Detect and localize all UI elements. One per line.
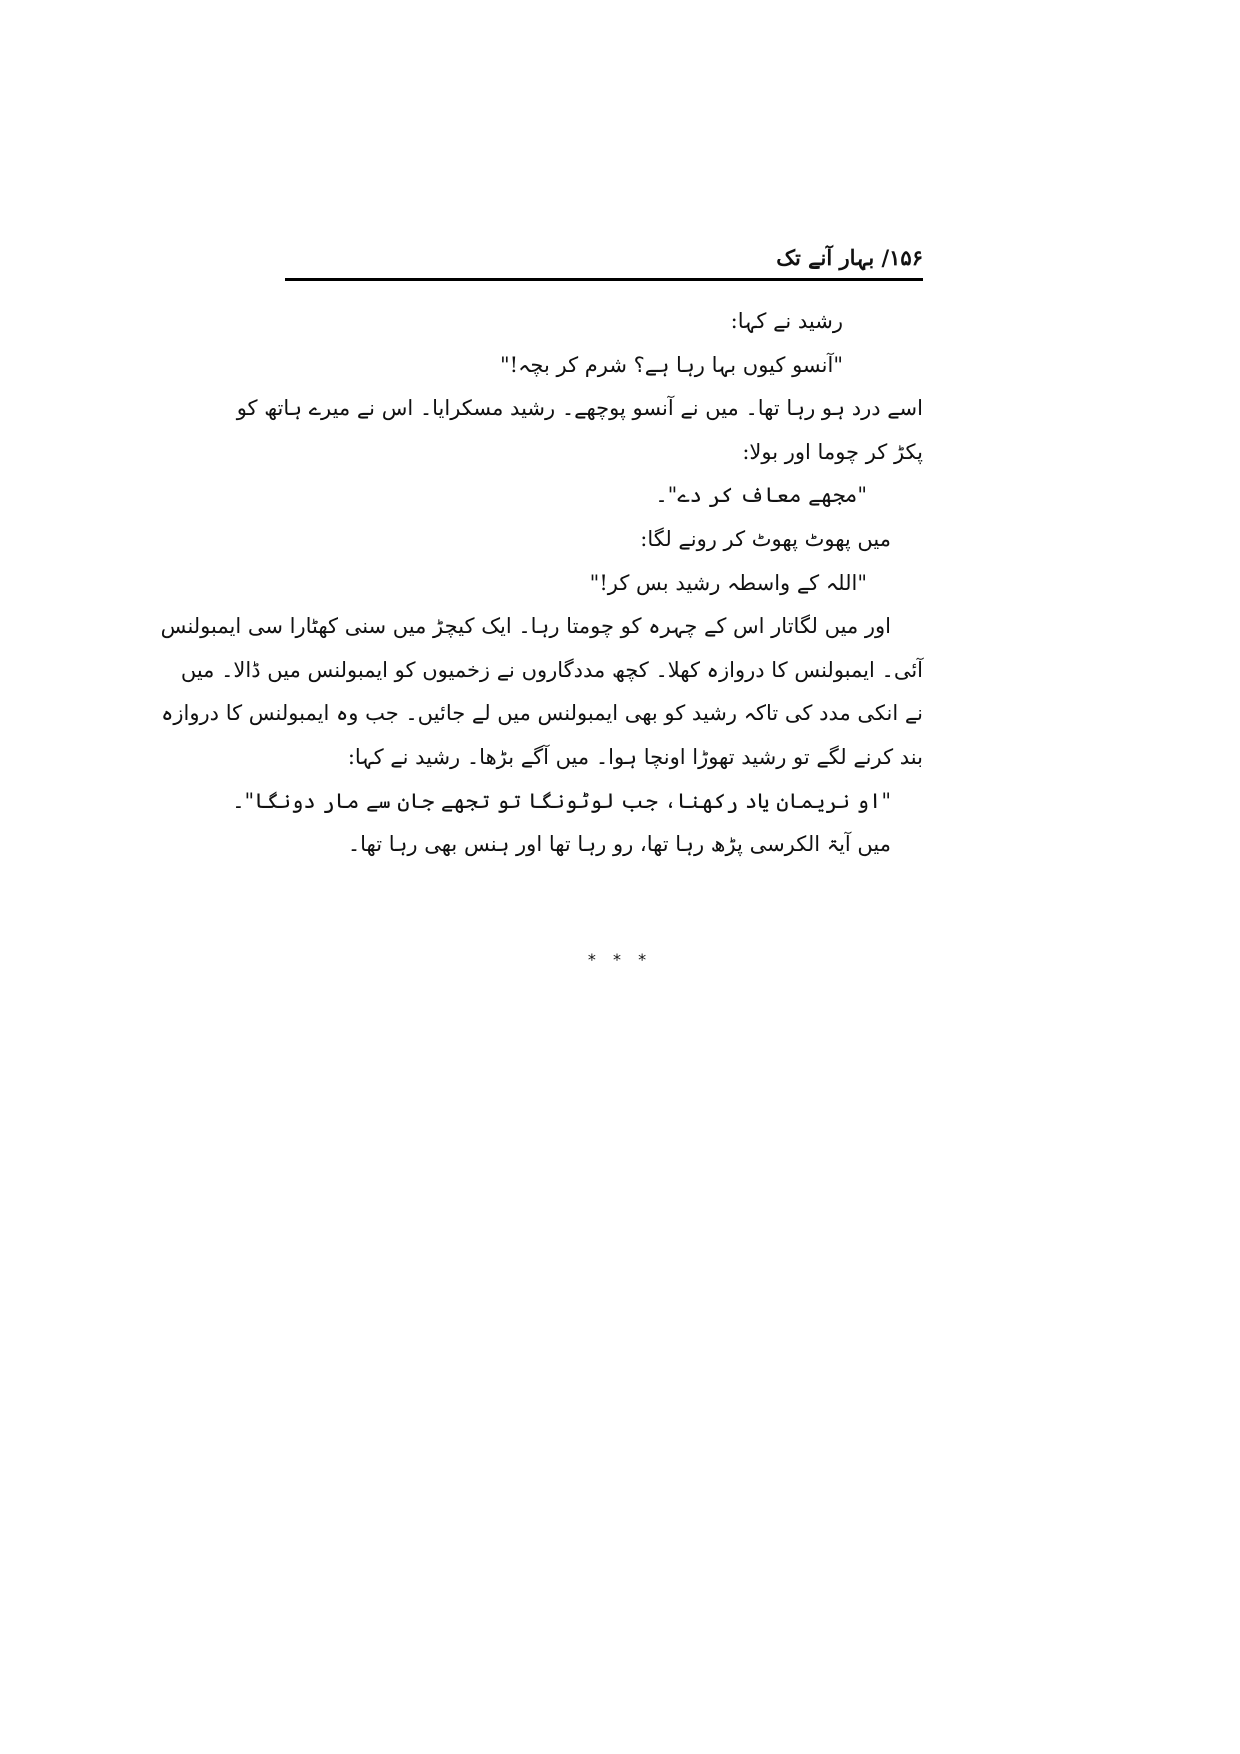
text-line: "اللہ کے واسطہ رشید بس کر!" — [589, 570, 867, 595]
text-line: "آنسو کیوں بہا رہا ہے؟ شرم کر بچہ!" — [500, 352, 843, 377]
text-line: بند کرنے لگے تو رشید تھوڑا اونچا ہوا۔ میں آگے بڑھا۔ رشید نے کہا: — [347, 744, 923, 769]
section-end-mark: * * * — [587, 950, 653, 969]
body-text — [160, 300, 923, 867]
text-line: میں پھوٹ پھوٹ کر رونے لگا: — [640, 526, 891, 551]
text-line: اسے درد ہو رہا تھا۔ میں نے آنسو پوچھے۔ رشید مسکرایا۔ اس نے میرے ہاتھ کو — [236, 396, 923, 421]
page-header — [285, 244, 923, 276]
running-head: ۱۵۶/ بہار آنے تک — [776, 245, 923, 270]
text-line: آئی۔ ایمبولنس کا دروازہ کھلا۔ کچھ مددگاروں نے زخمیوں کو ایمبولنس میں ڈالا۔ میں — [180, 657, 923, 682]
text-line: رشید نے کہا: — [730, 309, 843, 333]
text-line: "او نریمان یاد رکھنا، جب لوٹونگا تو تجھے جان سے مار دونگا"۔ — [232, 788, 891, 813]
text-line: اور میں لگاتار اس کے چہرہ کو چومتا رہا۔ ایک کیچڑ میں سنی کھٹارا سی ایمبولنس — [160, 614, 891, 639]
header-rule — [285, 278, 923, 281]
text-line: پکڑ کر چوما اور بولا: — [742, 439, 923, 464]
text-line: میں آیۃ الکرسی پڑھ رہا تھا، رو رہا تھا اور ہنس بھی رہا تھا۔ — [347, 832, 891, 857]
text-line: "مجھے معاف کر دے"۔ — [655, 483, 867, 508]
text-line: نے انکی مدد کی تاکہ رشید کو بھی ایمبولنس میں لے جائیں۔ جب وہ ایمبولنس کا دروازہ — [161, 701, 923, 726]
